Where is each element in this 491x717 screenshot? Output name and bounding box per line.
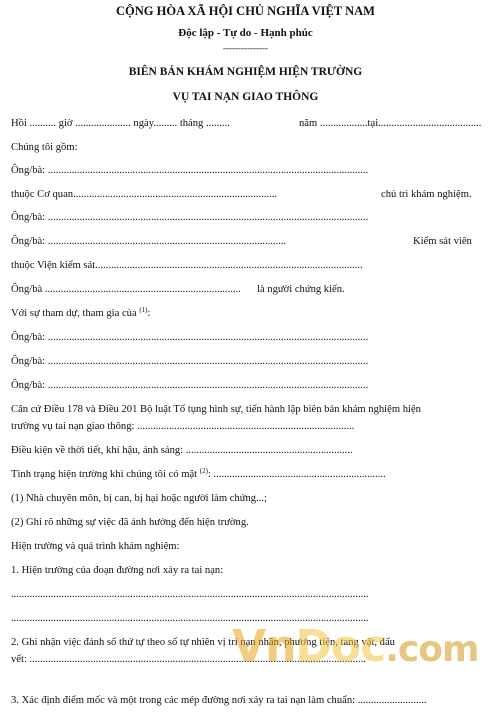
ong-ba-line: Ông/bà: .......................................................................................... <box>11 236 287 247</box>
time-nam: năm ..................tại....................................... <box>299 118 482 129</box>
item-3: 3. Xác định điểm mốc và một trong các mép đường nơi xảy ra tai nạn làm chuẩn: .......................... <box>11 695 427 706</box>
tham-du-colon: : <box>147 308 151 319</box>
item-2-line-1: 2. Ghi nhận việc đánh số thứ tự theo số tự nhiên vị trí nạn nhân, phương tiện, tang vật, dấu <box>11 637 395 648</box>
qua-trinh-heading: Hiện trường và quá trình khám nghiệm: <box>11 541 180 552</box>
dieu-kien-line: Điều kiện về thời tiết, khí hậu, ánh sáng: ............................................................... <box>11 445 353 456</box>
title-line-1: BIÊN BẢN KHÁM NGHIỆM HIỆN TRƯỜNG <box>128 66 363 78</box>
chu-tri-label: chủ trì khám nghiệm. <box>381 189 472 200</box>
footnote-1: (1) Nhà chuyên môn, bị can, bị hại hoặc người làm chứng...; <box>11 493 267 504</box>
tinh-trang-text: Tình trạng hiện trường khi chúng tôi có mặt <box>11 469 198 480</box>
dotted-line: ....................................................................................................................................... <box>11 613 369 624</box>
motto: Độc lập - Tự do - Hạnh phúc <box>178 27 313 39</box>
item-2-line-2: vết: ............................................................................................................................... <box>11 654 366 665</box>
vndoc-watermark: VnDoc.com <box>232 621 479 672</box>
footnote-marker: (1) <box>139 306 148 314</box>
tinh-trang-dots: : ................................................................. <box>207 469 386 480</box>
kiem-sat-vien-label: Kiểm sát viên <box>413 236 472 247</box>
chung-toi-gom: Chúng tôi gồm: <box>11 142 78 153</box>
tinh-trang-line <box>11 468 386 482</box>
nguoi-chung-kien-label: là người chứng kiến. <box>257 284 345 295</box>
item-1: 1. Hiện trường của đoạn đường nơi xảy ra tai nạn: <box>11 565 224 576</box>
ong-ba-line: Ông/bà .......................................................................... <box>11 284 241 295</box>
ong-ba-line: Ông/bà: ......................................................................................................................... <box>11 332 369 343</box>
tham-du-line <box>11 307 150 321</box>
dotted-line: ....................................................................................................................................... <box>11 589 369 600</box>
ong-ba-line: Ông/bà: ......................................................................................................................... <box>11 212 369 223</box>
vien-kiem-sat-line: thuộc Viện kiểm sát..................................................................................................... <box>11 260 363 271</box>
ong-ba-line: Ông/bà: ......................................................................................................................... <box>11 356 369 367</box>
time-hoi: Hồi .......... giờ ..................... ngày......... tháng ......... <box>11 118 230 129</box>
separator: --------------- <box>223 43 268 53</box>
title-line-2: VỤ TAI NẠN GIAO THÔNG <box>172 91 319 103</box>
co-quan-line: thuộc Cơ quan............................................................................. <box>11 189 278 200</box>
ong-ba-line: Ông/bà: ......................................................................................................................... <box>11 165 369 176</box>
footnote-marker: (2) <box>199 467 208 475</box>
nation-heading: CỘNG HÒA XÃ HỘI CHỦ NGHĨA VIỆT NAM <box>116 4 375 18</box>
can-cu-line-1: Căn cứ Điều 178 và Điều 201 Bộ luật Tố tụng hình sự, tiến hành lập biên bản khám nghiệm hiện <box>11 404 421 415</box>
ong-ba-line: Ông/bà: ......................................................................................................................... <box>11 380 369 391</box>
footnote-2: (2) Ghi rõ những sự việc đã ảnh hưởng đến hiện trường. <box>11 517 249 528</box>
tham-du-text: Với sự tham dự, tham gia của <box>11 308 137 319</box>
can-cu-line-2: trường vụ tai nạn giao thông: .................................................................................. <box>11 421 355 432</box>
